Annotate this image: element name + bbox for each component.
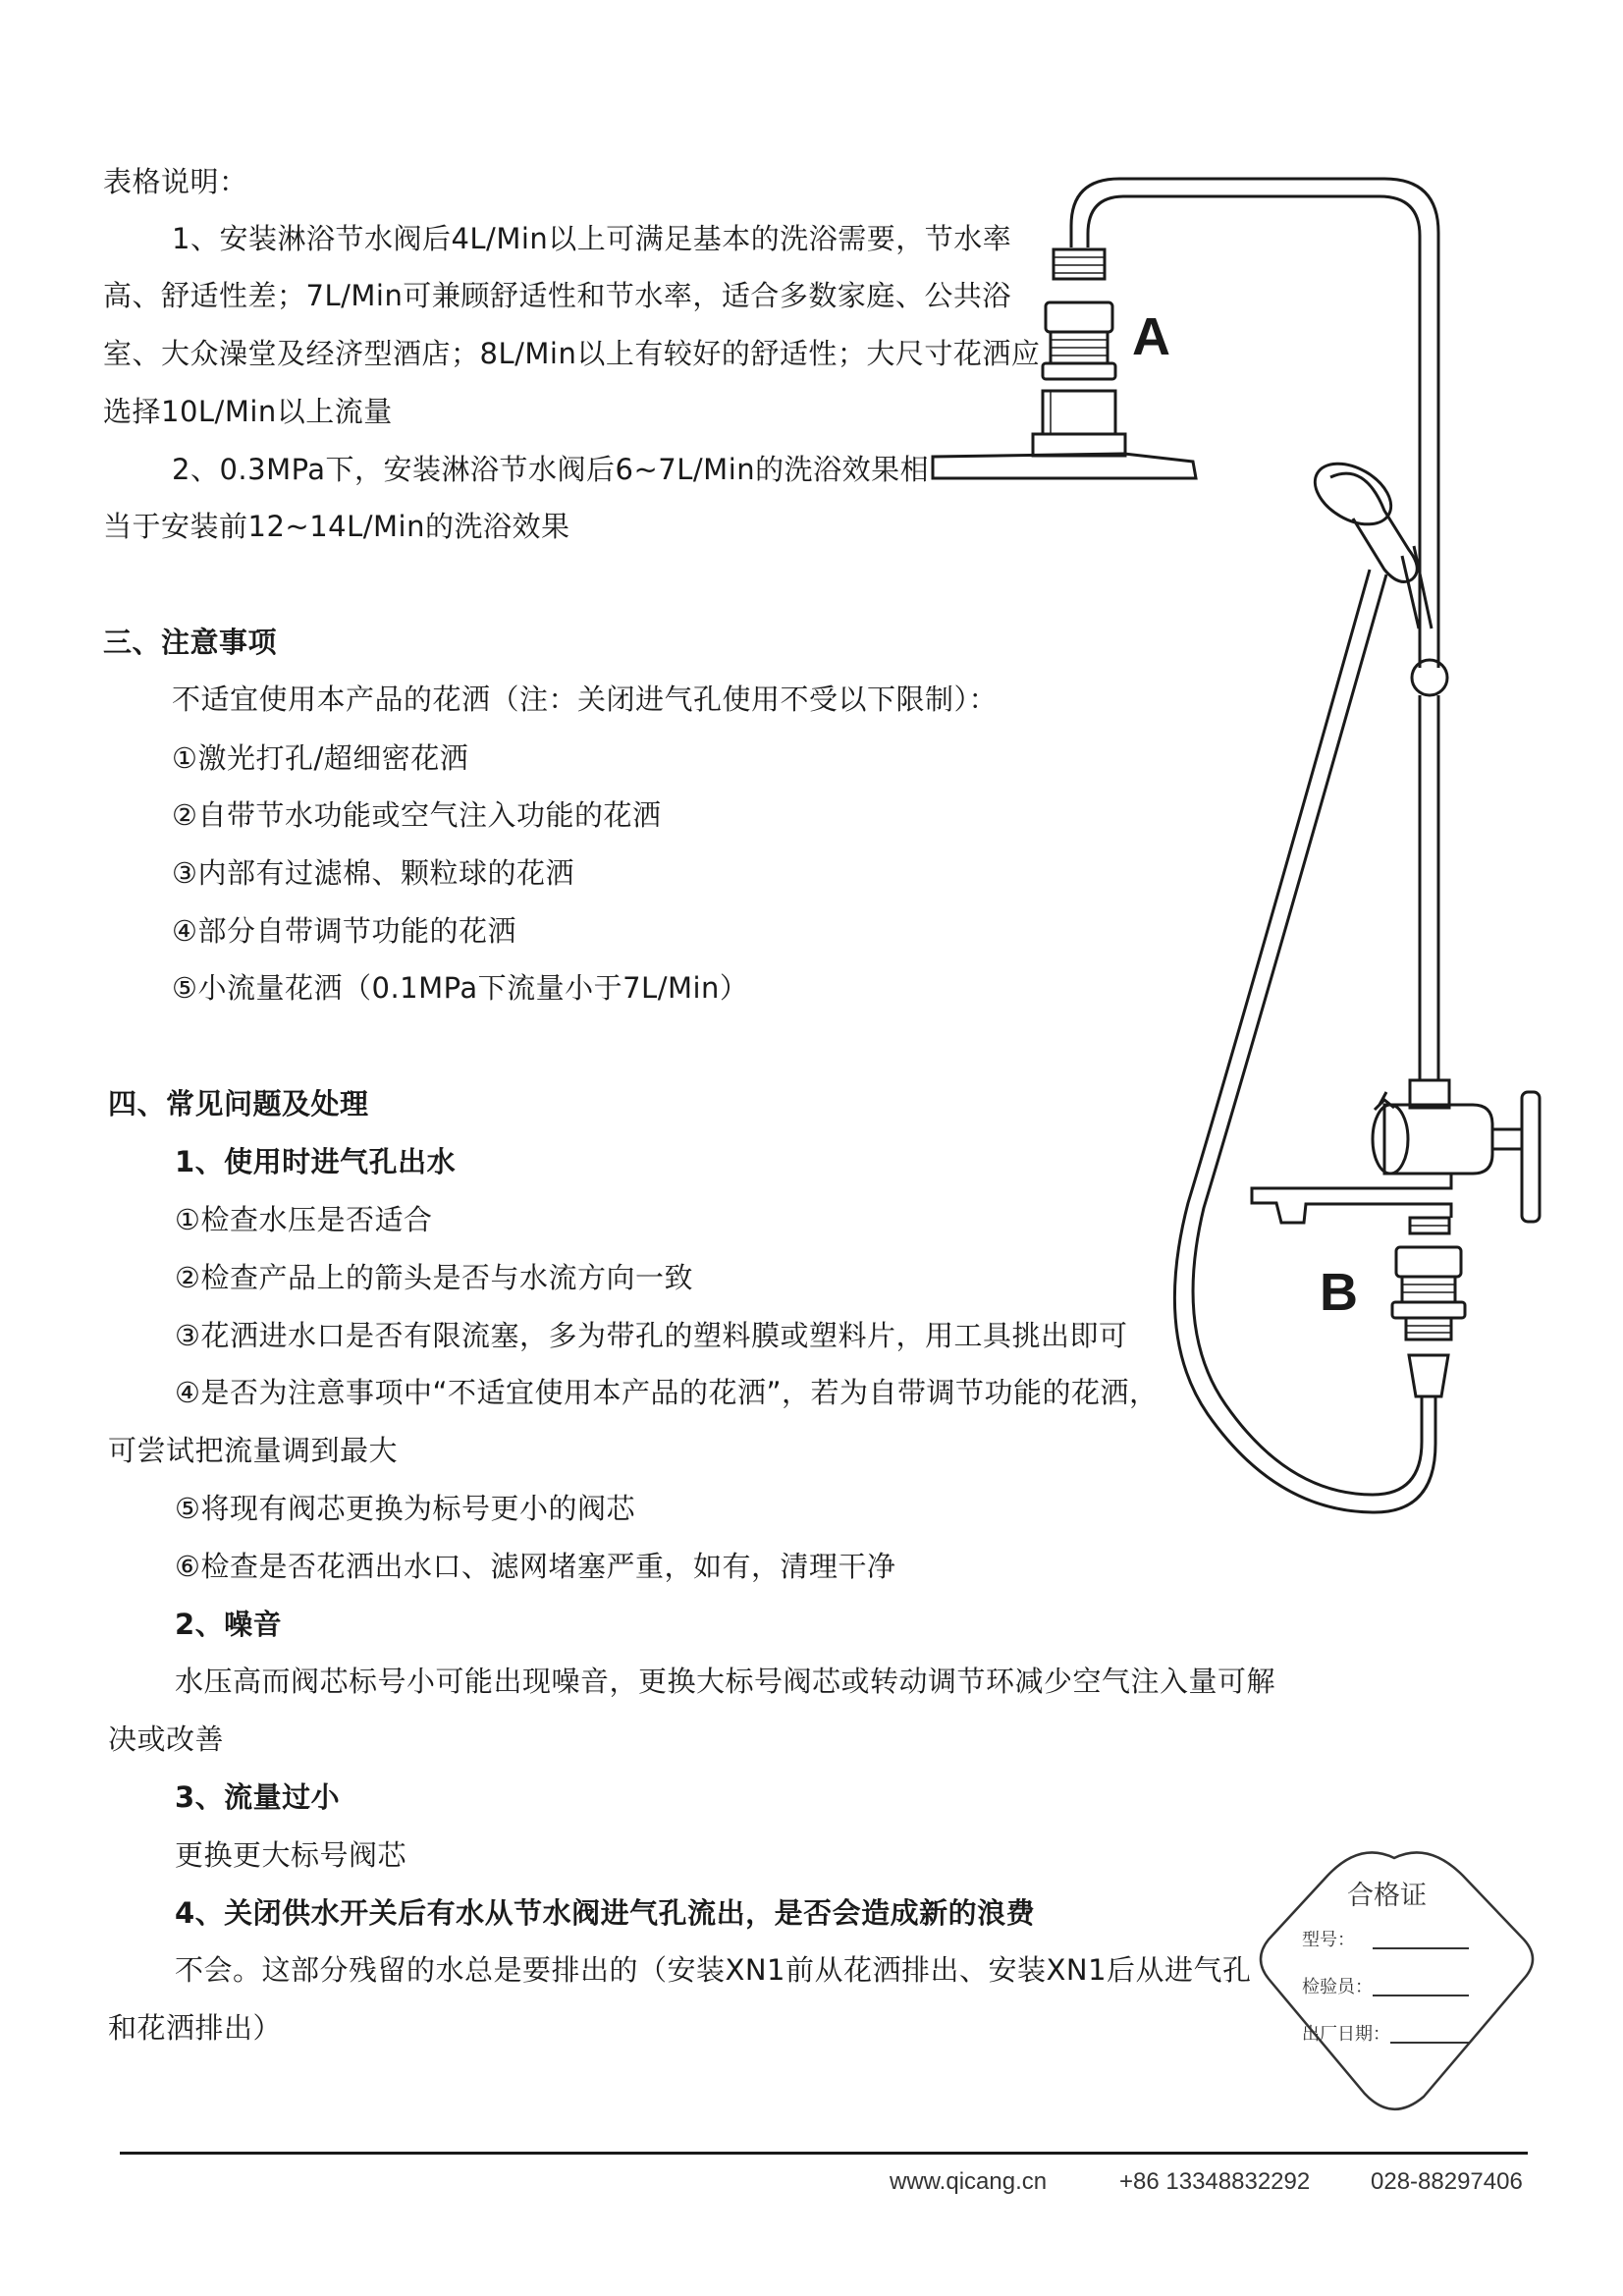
- q1-item: ⑤将现有阀芯更换为标号更小的阀芯: [175, 1492, 635, 1525]
- q1-item: 可尝试把流量调到最大: [108, 1434, 399, 1467]
- certificate-model-label: 型号：: [1302, 1930, 1355, 1950]
- q2-title: 2、噪音: [175, 1608, 283, 1641]
- table-note-item1-line1: 1、安装淋浴节水阀后4L/Min以上可满足基本的洗浴需要，节水率: [172, 222, 1012, 255]
- certificate-date-label: 出厂日期：: [1302, 2024, 1390, 2045]
- table-note-item1-line2: 高、舒适性差；7L/Min可兼顾舒适性和节水率，适合多数家庭、公共浴: [103, 279, 1011, 312]
- certificate-date-line: [1390, 2042, 1469, 2044]
- certificate-inspector-line: [1373, 1995, 1469, 1996]
- q2-line: 水压高而阀芯标号小可能出现噪音，更换大标号阀芯或转动调节环减少空气注入量可解: [175, 1665, 1276, 1698]
- footer-phone: +86 13348832292: [1119, 2168, 1311, 2195]
- section4-title: 四、常见问题及处理: [108, 1087, 369, 1121]
- section3-item: ④部分自带调节功能的花洒: [172, 914, 516, 948]
- q4-title: 4、关闭供水开关后有水从节水阀进气孔流出，是否会造成新的浪费: [175, 1896, 1036, 1930]
- section3-item: ③内部有过滤棉、颗粒球的花洒: [172, 856, 574, 890]
- section3-item: ②自带节水功能或空气注入功能的花洒: [172, 798, 662, 832]
- label-b: B: [1320, 1263, 1358, 1322]
- table-note-item1-line3: 室、大众澡堂及经济型酒店；8L/Min以上有较好的舒适性；大尺寸花洒应: [103, 337, 1041, 370]
- footer-divider: [120, 2152, 1528, 2155]
- q1-item: ⑥检查是否花洒出水口、滤网堵塞严重，如有，清理干净: [175, 1550, 896, 1583]
- label-a: A: [1132, 307, 1170, 366]
- q3-title: 3、流量过小: [175, 1780, 341, 1814]
- section3-title: 三、注意事项: [103, 626, 278, 659]
- table-note-item1-line4: 选择10L/Min以上流量: [103, 395, 393, 428]
- q2-line: 决或改善: [108, 1722, 225, 1756]
- section3-item: ⑤小流量花洒（0.1MPa下流量小于7L/Min）: [172, 971, 749, 1005]
- table-note-title: 表格说明：: [103, 165, 248, 198]
- certificate-inspector-label: 检验员：: [1302, 1977, 1373, 1997]
- section3-item: ①激光打孔/超细密花洒: [172, 741, 469, 775]
- table-note-item2-line2: 当于安装前12~14L/Min的洗浴效果: [103, 510, 570, 543]
- q1-title: 1、使用时进气孔出水: [175, 1145, 457, 1178]
- q3-answer: 更换更大标号阀芯: [175, 1838, 407, 1872]
- certificate-model-line: [1373, 1947, 1469, 1949]
- q1-item: ②检查产品上的箭头是否与水流方向一致: [175, 1261, 693, 1294]
- table-note-item2-line1: 2、0.3MPa下，安装淋浴节水阀后6~7L/Min的洗浴效果相: [172, 453, 930, 486]
- section3-intro: 不适宜使用本产品的花洒（注：关闭进气孔使用不受以下限制）：: [172, 683, 999, 716]
- q1-item: ①检查水压是否适合: [175, 1203, 433, 1236]
- q4-line: 和花洒排出）: [108, 2011, 283, 2045]
- footer-tel: 028-88297406: [1371, 2168, 1523, 2195]
- q4-line: 不会。这部分残留的水总是要排出的（安装XN1前从花洒排出、安装XN1后从进气孔: [175, 1953, 1252, 1987]
- q1-item: ③花洒进水口是否有限流塞，多为带孔的塑料膜或塑料片，用工具挑出即可: [175, 1319, 1128, 1352]
- certificate-title: 合格证: [1347, 1881, 1427, 1911]
- q1-item: ④是否为注意事项中“不适宜使用本产品的花洒”，若为自带调节功能的花洒，: [175, 1376, 1159, 1409]
- footer-website[interactable]: www.qicang.cn: [890, 2168, 1048, 2195]
